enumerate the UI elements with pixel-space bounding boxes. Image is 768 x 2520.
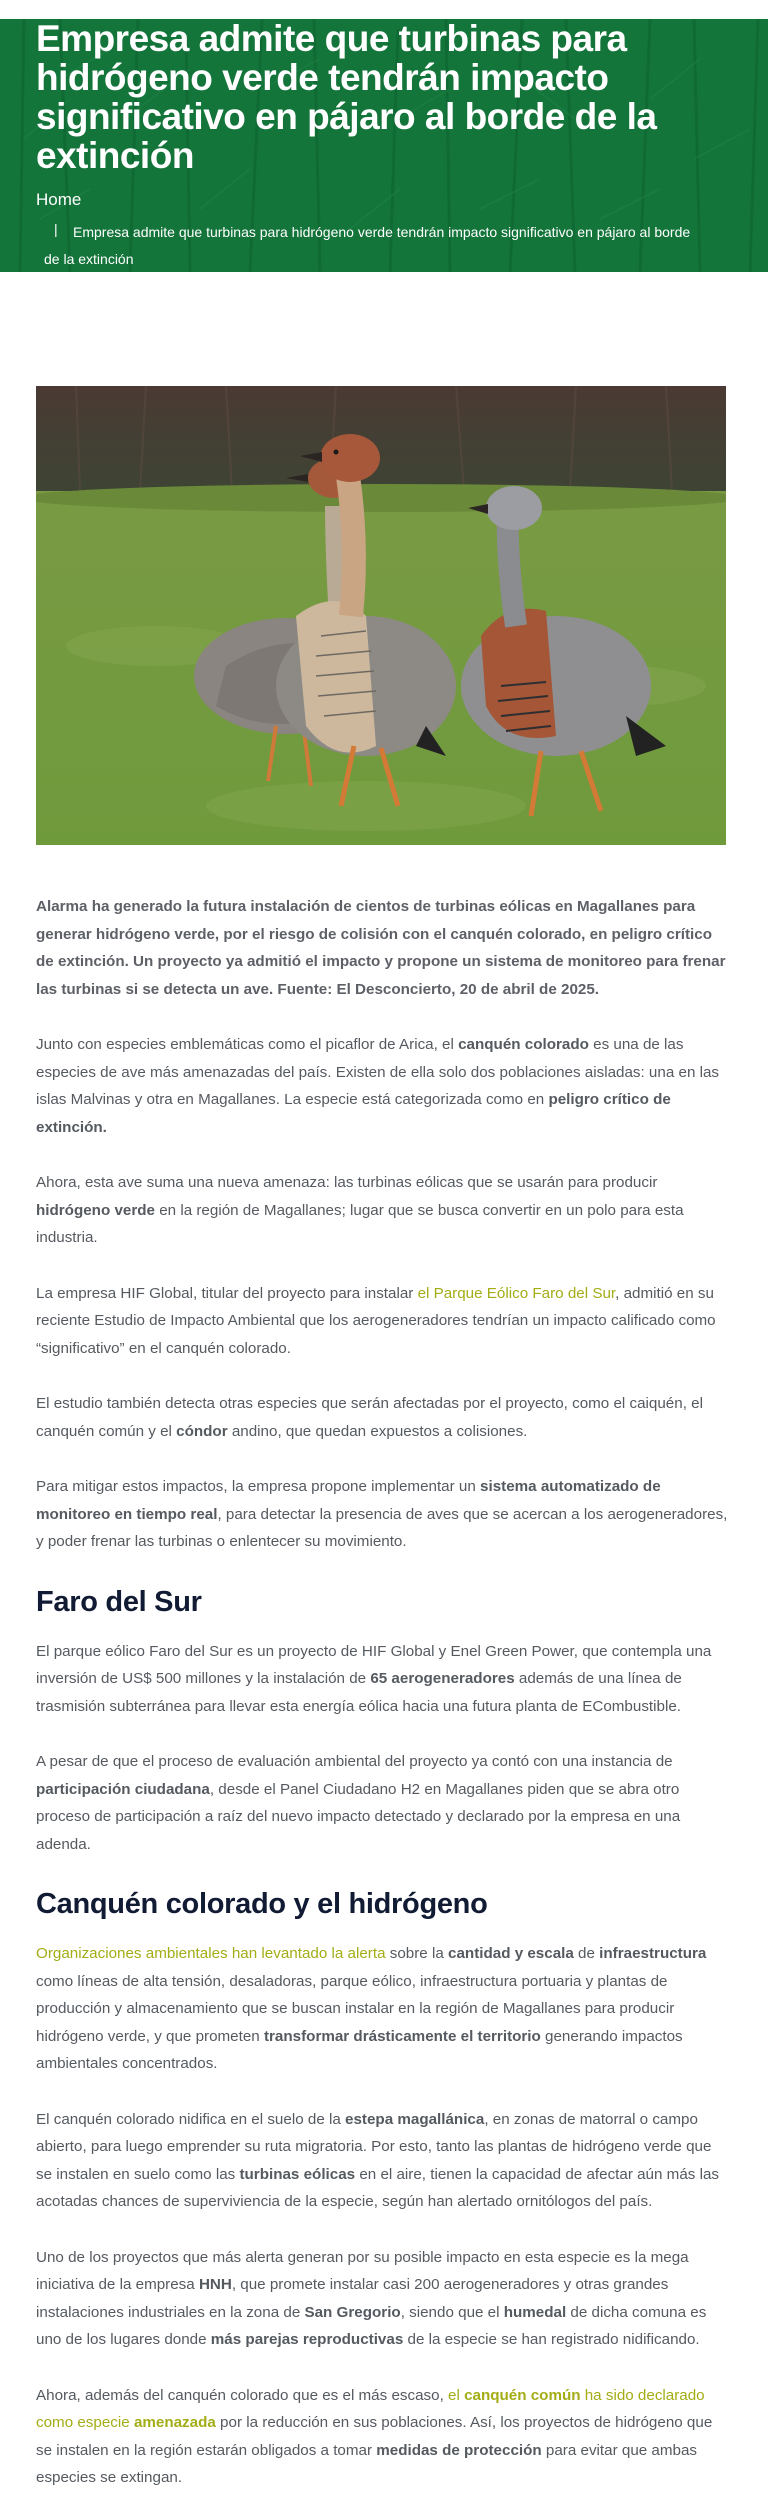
breadcrumb-current: Empresa admite que turbinas para hidrógeno verde tendrán impacto significativo en pájaro al borde de la extinción [44,224,691,267]
parque-eolico-link[interactable]: el Parque Eólico Faro del Sur [417,1284,616,1302]
article-paragraph: A pesar de que el proceso de evaluación ambiental del proyecto ya contó con una instancia de participación ciudadana, desde el Panel Ciudadano H2 en Magallanes piden que se abra otro proceso de participación a raíz del nuevo impacto detectado y declarado por la empresa en una adenda. [36,1753,681,1853]
organizaciones-alerta-link[interactable]: Organizaciones ambientales han levantado la alerta [36,1945,386,1962]
article-paragraph: Organizaciones ambientales han levantado la alerta sobre la cantidad y escala de infraestructura como líneas de alta tensión, desaladoras, parque eólico, infraestructura portuaria y plantas de producción y almacenamiento que se buscan instalar en la región de Magallanes para producir hidrógeno verde, y que prometen transformar drásticamente el territorio generando impactos ambientales concentrados. [36,1945,707,2072]
article-paragraph: El estudio también detecta otras especies que serán afectadas por el proyecto, como el caiquén, el canquén común y el cóndor andino, que quedan expuestos a colisiones. [36,1395,703,1440]
page-title: Empresa admite que turbinas para hidrógeno verde tendrán impacto significativo en pájaro al borde de la extinción [36,19,657,176]
canquen-comun-link[interactable]: el canquén común ha sido declarado como especie amenazada [36,2386,705,2431]
page-header [0,19,768,272]
article-lead: Alarma ha generado la futura instalación de cientos de turbinas eólicas en Magallanes para generar hidrógeno verde, por el riesgo de colisión con el canquén colorado, en peligro crítico de extinción. Un proyecto ya admitió el impacto y propone un sistema de monitoreo para frenar las turbinas si se detecta un ave. Fuente: El Desconcierto, 20 de abril de 2025. [36,898,726,998]
article-photo-canquen-birds [36,386,726,845]
section-heading-faro-del-sur: Faro del Sur [36,1585,202,1618]
article-paragraph: Ahora, además del canquén colorado que es el más escaso, el canquén común ha sido declarado como especie amenazada por la reducción en sus poblaciones. Así, los proyectos de hidrógeno que se instalen en la región estarán obligados a tomar medidas de protección para evitar que ambas especies se extingan. [36,2386,713,2486]
article-paragraph: La empresa HIF Global, titular del proyecto para instalar el Parque Eólico Faro del Sur, admitió en su reciente Estudio de Impacto Ambiental que los aerogeneradores tendrían un impacto calificado como “significativo” en el canquén colorado. [36,1284,716,1357]
breadcrumb-separator: | [54,221,58,237]
article-paragraph: Uno de los proyectos que más alerta generan por su posible impacto en esta especie es la mega iniciativa de la empresa HNH, que promete instalar casi 200 aerogeneradores y otras grandes instalaciones industriales en la zona de San Gregorio, siendo que el humedal de dicha comuna es uno de los lugares donde más parejas reproductivas de la especie se han registrado nidificando. [36,2248,707,2348]
article-paragraph: Ahora, esta ave suma una nueva amenaza: las turbinas eólicas que se usarán para producir hidrógeno verde en la región de Magallanes; lugar que se busca convertir en un polo para esta industria. [36,1174,684,1246]
article-paragraph: Junto con especies emblemáticas como el picaflor de Arica, el canquén colorado es una de las especies de ave más amenazadas del país. Existen de ella solo dos poblaciones aisladas: una en las islas Malvinas y otra en Magallanes. La especie está categorizada como en peligro crítico de extinción. [36,1036,720,1136]
breadcrumb-home-link[interactable]: Home [36,190,82,209]
article-body [36,893,729,2520]
article-paragraph: El canquén colorado nidifica en el suelo de la estepa magallánica, en zonas de matorral o campo abierto, para luego emprender su ruta migratoria. Por esto, tanto las plantas de hidrógeno verde que se instalen en suelo como las turbinas eólicas en el aire, tienen la capacidad de afectar aún más las acotadas chances de superviviencia de la especie, según han alertado ornitólogos del país. [36,2110,719,2210]
article-paragraph: El parque eólico Faro del Sur es un proyecto de HIF Global y Enel Green Power, que contempla una inversión de US$ 500 millones y la instalación de 65 aerogeneradores además de una línea de trasmisión subterránea para llevar esta energía eólica hacia una futura planta de ECombustible. [36,1642,712,1715]
section-heading-canquen: Canquén colorado y el hidrógeno [36,1888,488,1920]
article-paragraph: Para mitigar estos impactos, la empresa propone implementar un sistema automatizado de monitoreo en tiempo real, para detectar la presencia de aves que se acercan a los aerogeneradores, y poder frenar las turbinas o enlentecer su movimiento. [36,1478,728,1550]
